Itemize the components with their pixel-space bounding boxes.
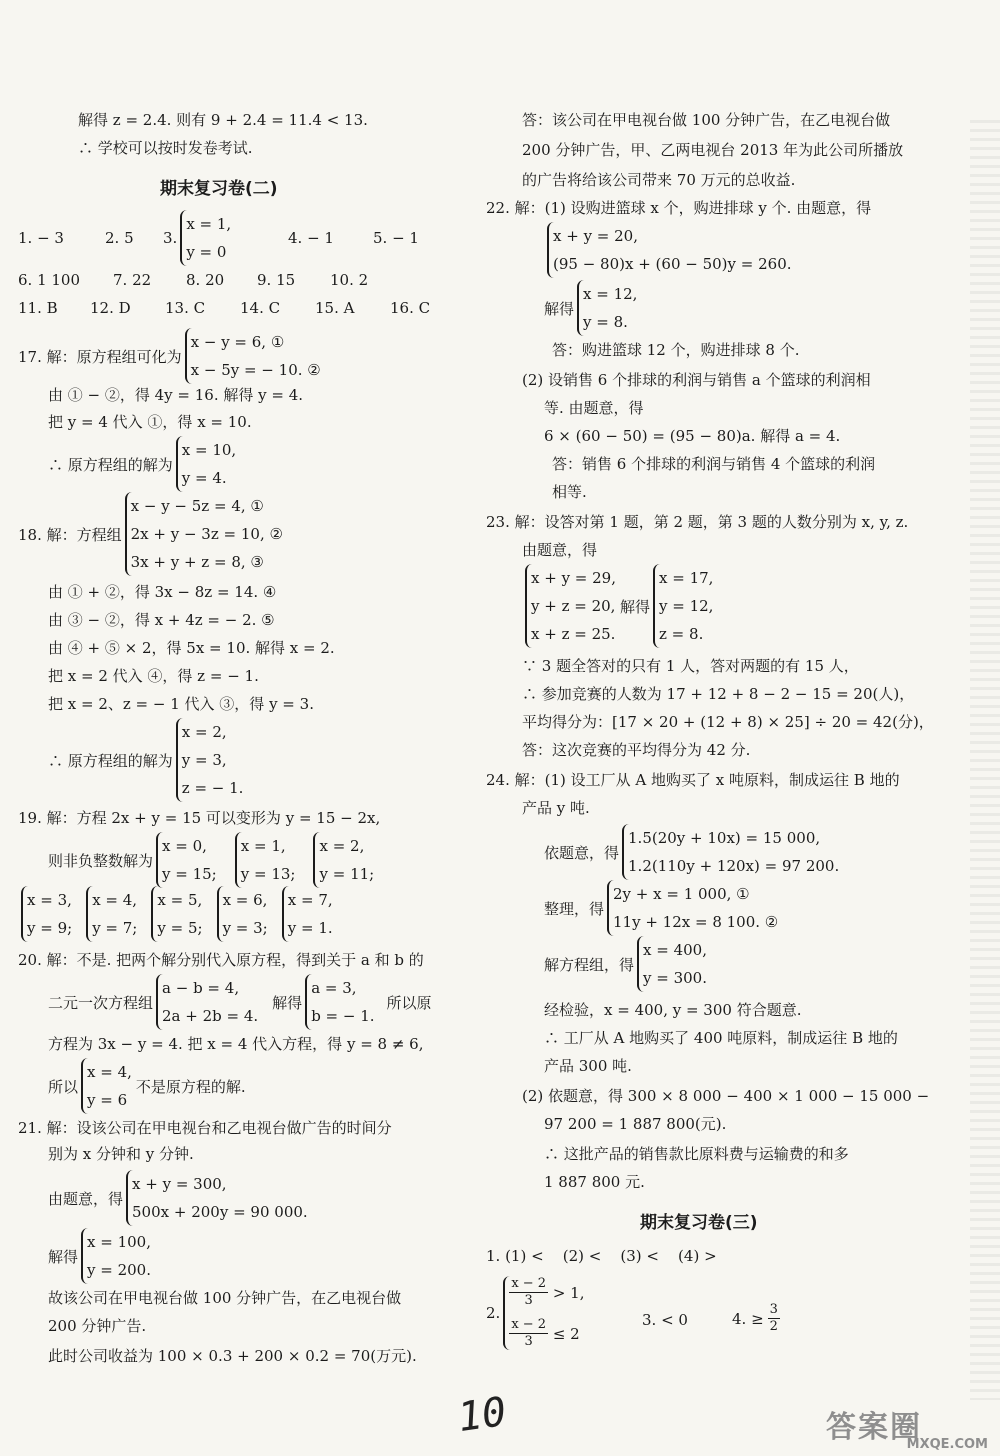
label: 所以原 — [386, 993, 432, 1012]
brace — [607, 880, 778, 936]
fraction — [509, 1317, 548, 1350]
equation: y = 300. — [643, 969, 707, 987]
text-line: 产品 y 吨. — [522, 799, 590, 817]
brace — [503, 1276, 584, 1350]
equation: x = 6, — [222, 891, 268, 909]
text-line: (2) 依题意，得 300 × 8 000 − 400 × 1 000 − 15 000 − — [522, 1087, 930, 1105]
text-line: 由 ① + ②，得 3x − 8z = 14. ④ — [48, 583, 277, 601]
brace — [282, 886, 333, 942]
text-line: 解得 z = 2.4. 则有 9 + 2.4 = 11.4 < 13. — [78, 111, 368, 129]
numerator: x − 2 — [511, 1276, 547, 1291]
brace — [547, 222, 792, 278]
label: 则非负整数解为 — [48, 851, 154, 870]
brace — [21, 886, 72, 942]
equation: y + z = 20, — [531, 597, 616, 615]
q19-solutions-row2 — [18, 886, 337, 942]
brace — [313, 832, 374, 888]
equation: x = 7, — [287, 891, 333, 909]
answer-11: 11. B — [18, 299, 58, 317]
brace — [622, 824, 839, 880]
q17-solution — [48, 436, 240, 492]
label: 依题意，得 — [544, 843, 620, 862]
label: 17. 解：原方程组可化为 — [18, 347, 182, 366]
text-line: 答：购进篮球 12 个，购进排球 8 个. — [552, 341, 800, 359]
text-line: ∴ 学校可以按时发卷考试. — [78, 139, 253, 157]
equation: y = 4. — [181, 469, 227, 487]
answer-4 — [732, 1302, 780, 1335]
answer-13: 13. C — [165, 299, 206, 317]
answer-9: 9. 15 — [257, 271, 296, 289]
text-line: 等. 由题意，得 — [544, 399, 644, 417]
q18-solution — [48, 718, 247, 802]
answer-3: 3. < 0 — [642, 1311, 688, 1329]
left-column — [0, 0, 490, 1456]
equation: y = 200. — [87, 1261, 151, 1279]
answer-10: 10. 2 — [330, 271, 369, 289]
equation: 2y + x = 1 000, ① — [613, 885, 750, 903]
brace — [81, 1058, 132, 1114]
answer-2: 2. 5 — [105, 229, 134, 247]
equation: y = 15; — [162, 865, 217, 883]
equation: x − y = 6, ① — [190, 333, 285, 351]
label: 18. 解：方程组 — [18, 525, 122, 544]
section-heading: 期末复习卷(二) — [160, 179, 278, 199]
relation: > 1, — [548, 1283, 585, 1302]
equation: 11y + 12x = 8 100. ② — [613, 913, 779, 931]
equation: x + z = 25. — [531, 625, 616, 643]
text-line: 97 200 = 1 887 800(元). — [544, 1115, 727, 1133]
equation: a = 3, — [311, 979, 357, 997]
text-line: 的广告将给该公司带来 70 万元的总收益. — [522, 171, 796, 189]
answer-1-line: 1. (1) < (2) < (3) < (4) > — [486, 1247, 717, 1265]
text-line: 相等. — [552, 483, 587, 501]
label: 整理，得 — [544, 899, 605, 918]
fraction — [509, 1276, 548, 1309]
equation: y = 5; — [157, 919, 203, 937]
section-heading: 期末复习卷(三) — [640, 1213, 758, 1233]
answer-14: 14. C — [240, 299, 281, 317]
equation: y = 3; — [222, 919, 268, 937]
text-line: 把 y = 4 代入 ①，得 x = 10. — [48, 413, 252, 431]
equation: z = − 1. — [181, 779, 244, 797]
watermark-url: MXQE.COM — [906, 1437, 988, 1452]
equation: 2a + 2b = 4. — [162, 1007, 259, 1025]
text-line: ∵ 3 题全答对的只有 1 人，答对两题的有 15 人， — [522, 657, 859, 675]
label: ∴ 原方程组的解为 — [48, 455, 173, 474]
denominator: 3 — [524, 1293, 533, 1308]
answer-3 — [163, 210, 235, 266]
brace — [653, 564, 713, 648]
equation: x = 2, — [319, 837, 365, 855]
brace — [185, 328, 321, 384]
text-line: 由 ④ + ⑤ × 2，得 5x = 10. 解得 x = 2. — [48, 639, 335, 657]
answer-4: 4. − 1 — [288, 229, 334, 247]
equation: x − 5y = − 10. ② — [190, 361, 321, 379]
label: 二元一次方程组 — [48, 993, 154, 1012]
equation: a − b = 4, — [162, 979, 240, 997]
label: 解得 — [48, 1247, 79, 1266]
q22-solution — [544, 280, 641, 336]
q23-system — [522, 564, 717, 648]
denominator: 3 — [524, 1334, 533, 1349]
brace — [176, 436, 236, 492]
label: 不是原方程的解. — [135, 1077, 246, 1096]
equation: x = 0, — [162, 837, 207, 855]
brace — [305, 974, 374, 1030]
q20-conclusion — [48, 1058, 246, 1114]
text-line: 方程为 3x − y = 4. 把 x = 4 代入方程，得 y = 8 ≠ 6, — [48, 1035, 424, 1053]
label: ∴ 原方程组的解为 — [48, 751, 173, 770]
label: 4. ≥ — [732, 1309, 764, 1328]
brace — [637, 936, 707, 992]
denominator: 2 — [769, 1319, 778, 1334]
equation: x = 2, — [181, 723, 227, 741]
text-line: ∴ 参加竞赛的人数为 17 + 12 + 8 − 2 − 15 = 20(人)， — [522, 685, 915, 703]
equation: x = 100, — [87, 1233, 151, 1251]
text-line: 产品 300 吨. — [544, 1057, 632, 1075]
text-line: 故该公司在甲电视台做 100 分钟广告，在乙电视台做 — [48, 1289, 402, 1307]
label: 由题意，得 — [48, 1189, 124, 1208]
equation: y = 3, — [181, 751, 227, 769]
text-line: 经检验，x = 400, y = 300 符合题意. — [544, 1001, 802, 1019]
equation: x = 5, — [157, 891, 203, 909]
equation: 1.5(20y + 10x) = 15 000, — [628, 829, 821, 847]
equation: y = 12, — [659, 597, 714, 615]
answer-6: 6. 1 100 — [18, 271, 81, 289]
label: 所以 — [48, 1077, 79, 1096]
q20-system — [48, 974, 432, 1030]
text-line: ∴ 工厂从 A 地购买了 400 吨原料，制成运往 B 地的 — [544, 1029, 898, 1047]
right-column — [486, 0, 1000, 1456]
q24-solution — [544, 936, 711, 992]
label: 3. — [163, 229, 178, 247]
equation: x = 1, — [186, 215, 232, 233]
brace — [81, 1228, 151, 1284]
equation: y = 6 — [87, 1091, 128, 1109]
equation: x = 400, — [643, 941, 707, 959]
text-line: 22. 解：(1) 设购进篮球 x 个，购进排球 y 个. 由题意，得 — [486, 199, 872, 217]
label: 解得 — [272, 993, 303, 1012]
label: 解方程组，得 — [544, 955, 635, 974]
equation: x = 1, — [240, 837, 286, 855]
text-line: ∴ 这批产品的销售款比原料费与运输费的和多 — [544, 1145, 849, 1163]
text-line: 答：销售 6 个排球的利润与销售 4 个篮球的利润 — [552, 455, 876, 473]
numerator: 3 — [769, 1302, 778, 1317]
answer-15: 15. A — [315, 299, 355, 317]
text-line: 平均得分为：[17 × 20 + (12 + 8) × 25] ÷ 20 = 42(分)， — [522, 713, 934, 731]
brace — [125, 492, 283, 576]
equation: x + y = 20, — [553, 227, 638, 245]
inequality — [509, 1276, 584, 1309]
label: 2. — [486, 1304, 501, 1322]
label: 解得 — [544, 299, 575, 318]
q18-system — [18, 492, 287, 576]
equation: y = 13; — [240, 865, 296, 883]
brace — [217, 886, 268, 942]
equation: y = 8. — [583, 313, 628, 331]
text-line: 此时公司收益为 100 × 0.3 + 200 × 0.2 = 70(万元). — [48, 1347, 417, 1365]
text-line: 1 887 800 元. — [544, 1173, 645, 1191]
q24-simplified — [544, 880, 782, 936]
equation: x + y = 300, — [132, 1175, 227, 1193]
text-line: 21. 解：设该公司在甲电视台和乙电视台做广告的时间分 — [18, 1119, 392, 1137]
equation: 2x + y − 3z = 10, ② — [130, 525, 283, 543]
fraction — [768, 1302, 780, 1335]
equation: x = 4, — [87, 1063, 132, 1081]
equation: x = 12, — [583, 285, 638, 303]
brace — [577, 280, 637, 336]
text-line: 别为 x 分钟和 y 分钟. — [48, 1145, 194, 1163]
answer-2-system — [486, 1276, 589, 1350]
equation: 3x + y + z = 8, ③ — [130, 553, 264, 571]
relation: ≤ 2 — [548, 1324, 580, 1343]
text-line: 200 分钟广告，甲、乙两电视台 2013 年为此公司所播放 — [522, 141, 904, 159]
brace — [525, 564, 616, 648]
inequality — [509, 1317, 584, 1350]
equation: x + y = 29, — [531, 569, 616, 587]
brace — [156, 832, 217, 888]
q19-solutions-row1 — [48, 832, 378, 888]
q21-solution — [48, 1228, 155, 1284]
q22-system — [544, 222, 796, 278]
brace — [235, 832, 296, 888]
text-line: 24. 解：(1) 设工厂从 A 地购买了 x 吨原料，制成运往 B 地的 — [486, 771, 900, 789]
q24-system — [544, 824, 843, 880]
answer-16: 16. C — [390, 299, 431, 317]
text-line: 由题意，得 — [522, 541, 598, 559]
brace — [180, 210, 231, 266]
text-line: 答：这次竞赛的平均得分为 42 分. — [522, 741, 751, 759]
brace — [151, 886, 202, 942]
answer-12: 12. D — [90, 299, 131, 317]
answer-5: 5. − 1 — [373, 229, 419, 247]
equation: (95 − 80)x + (60 − 50)y = 260. — [553, 255, 792, 273]
text-line: 答：该公司在甲电视台做 100 分钟广告，在乙电视台做 — [522, 111, 891, 129]
watermark-text: 答案圈 — [826, 1410, 922, 1445]
text-line: 把 x = 2 代入 ④，得 z = − 1. — [48, 667, 259, 685]
handwritten-page-number: 10 — [455, 1388, 510, 1442]
text-line: 6 × (60 − 50) = (95 − 80)a. 解得 a = 4. — [544, 427, 841, 445]
text-line: 200 分钟广告. — [48, 1317, 147, 1335]
equation: y = 0 — [186, 243, 227, 261]
brace — [176, 718, 244, 802]
label: 解得 — [620, 597, 651, 616]
watermark-logo — [822, 1402, 994, 1452]
equation: y = 11; — [319, 865, 375, 883]
brace — [126, 1170, 308, 1226]
brace — [156, 974, 258, 1030]
equation: x = 10, — [181, 441, 237, 459]
equation: 1.2(110y + 120x) = 97 200. — [628, 857, 840, 875]
text-line: 把 x = 2、z = − 1 代入 ③，得 y = 3. — [48, 695, 314, 713]
answer-8: 8. 20 — [186, 271, 225, 289]
equation: z = 8. — [659, 625, 704, 643]
brace — [86, 886, 137, 942]
equation: b = − 1. — [311, 1007, 375, 1025]
equation: y = 9; — [27, 919, 73, 937]
equation: x = 17, — [659, 569, 714, 587]
equation: 500x + 200y = 90 000. — [132, 1203, 308, 1221]
equation: x = 4, — [92, 891, 138, 909]
equation: x = 3, — [27, 891, 72, 909]
text-line: 由 ③ − ②，得 x + 4z = − 2. ⑤ — [48, 611, 275, 629]
equation: x − y − 5z = 4, ① — [130, 497, 264, 515]
q17-system — [18, 328, 325, 384]
text-line: 19. 解：方程 2x + y = 15 可以变形为 y = 15 − 2x, — [18, 809, 381, 827]
q21-system — [48, 1170, 312, 1226]
text-line: 20. 解：不是. 把两个解分别代入原方程，得到关于 a 和 b 的 — [18, 951, 424, 969]
text-line: 23. 解：设答对第 1 题，第 2 题，第 3 题的人数分别为 x, y, z. — [486, 513, 909, 531]
numerator: x − 2 — [511, 1317, 547, 1332]
equation: y = 1. — [287, 919, 333, 937]
text-line: 由 ① − ②，得 4y = 16. 解得 y = 4. — [48, 386, 304, 404]
text-line: (2) 设销售 6 个排球的利润与销售 a 个篮球的利润相 — [522, 371, 871, 389]
answer-7: 7. 22 — [113, 271, 152, 289]
equation: y = 7; — [92, 919, 138, 937]
answer-1: 1. − 3 — [18, 229, 64, 247]
